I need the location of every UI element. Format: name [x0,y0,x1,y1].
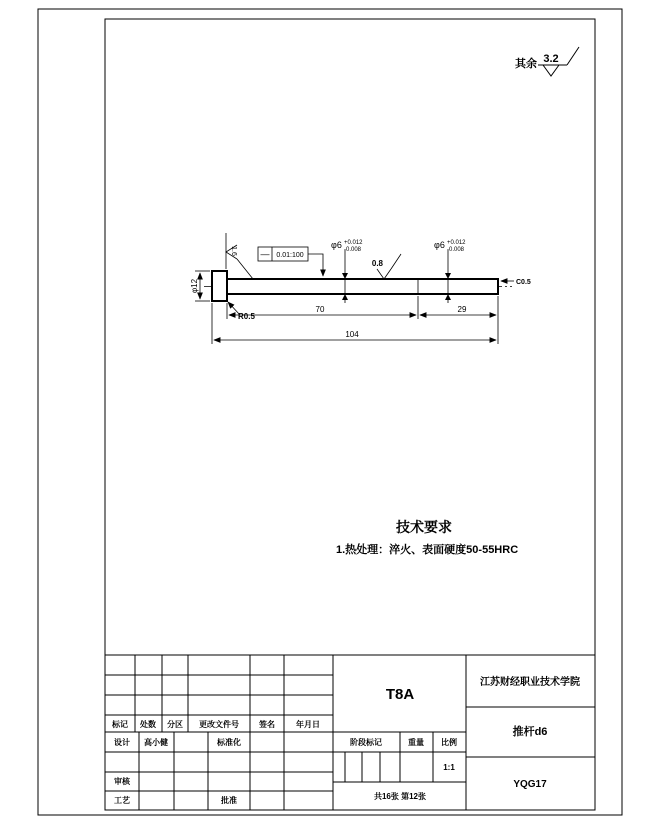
fillet-text: R0.5 [238,312,255,321]
roughness-shaft-mark [372,254,401,279]
dim-d12-text: φ12 [190,278,199,294]
technical-requirements [336,519,518,556]
roughness-shaft-value: 0.8 [371,259,383,268]
label-audit: 审核 [114,777,130,786]
material-grade: T8A [385,686,415,703]
part-name: 推杆d6 [512,726,548,738]
dia1-upper: +0.012 [344,240,363,246]
dia1-lower: -0.008 [344,247,362,253]
label-stage-mark: 阶段标记 [350,738,382,747]
label-standardization: 标准化 [217,738,241,747]
inner-frame [105,19,595,810]
label-count: 处数 [140,720,156,729]
dim-d12 [190,271,210,301]
straightness-frame [258,247,323,276]
school-name: 江苏财经职业技术学院 [480,677,580,688]
dia1-base: φ6 [331,240,342,250]
label-scale: 比例 [441,738,457,747]
straightness-symbol: — [260,249,270,259]
straightness-leader [308,254,323,276]
designer-name: 高小健 [144,738,168,747]
dim-70-text: 70 [315,305,325,314]
label-design: 设计 [114,738,130,747]
roughness-face-mark [226,233,253,279]
default-roughness-note [515,47,579,76]
label-mark: 标记 [112,720,128,729]
label-approve: 批准 [221,796,237,805]
shaft-outline [227,279,498,294]
dim-29 [420,296,498,344]
label-change-file-no: 更改文件号 [199,720,239,729]
chamfer-text: C0.5 [516,279,531,286]
dia2-base: φ6 [434,240,445,250]
dim-104 [212,303,496,344]
scale-value: 1:1 [443,763,455,772]
dim-70 [227,296,418,319]
dim-29-text: 29 [457,305,467,314]
label-weight: 重量 [408,738,424,747]
dim-104-text: 104 [345,330,359,339]
tech-req-item: 1.热处理：淬火、表面硬度50-55HRC [336,544,519,556]
label-signature: 签名 [259,720,275,729]
dia2-upper: +0.012 [447,240,466,246]
head-outline [212,271,227,301]
title-block [105,655,595,810]
label-zone: 分区 [167,720,183,729]
default-roughness-label: 其余 [515,58,537,70]
chamfer-callout [501,279,531,286]
dia2-lower: -0.008 [447,247,465,253]
drawing-number: YQG17 [513,779,547,790]
outer-border [38,9,622,815]
straightness-value: 0.01:100 [276,252,304,259]
roughness-face-value: 1.6 [230,246,237,256]
default-roughness-value: 3.2 [543,53,559,65]
tech-req-title: 技术要求 [396,519,452,535]
fillet-callout [228,302,255,321]
part-drawing [190,233,531,344]
label-process: 工艺 [114,796,130,805]
sheet-note: 共16张 第12张 [373,792,427,801]
label-date: 年月日 [296,720,320,729]
